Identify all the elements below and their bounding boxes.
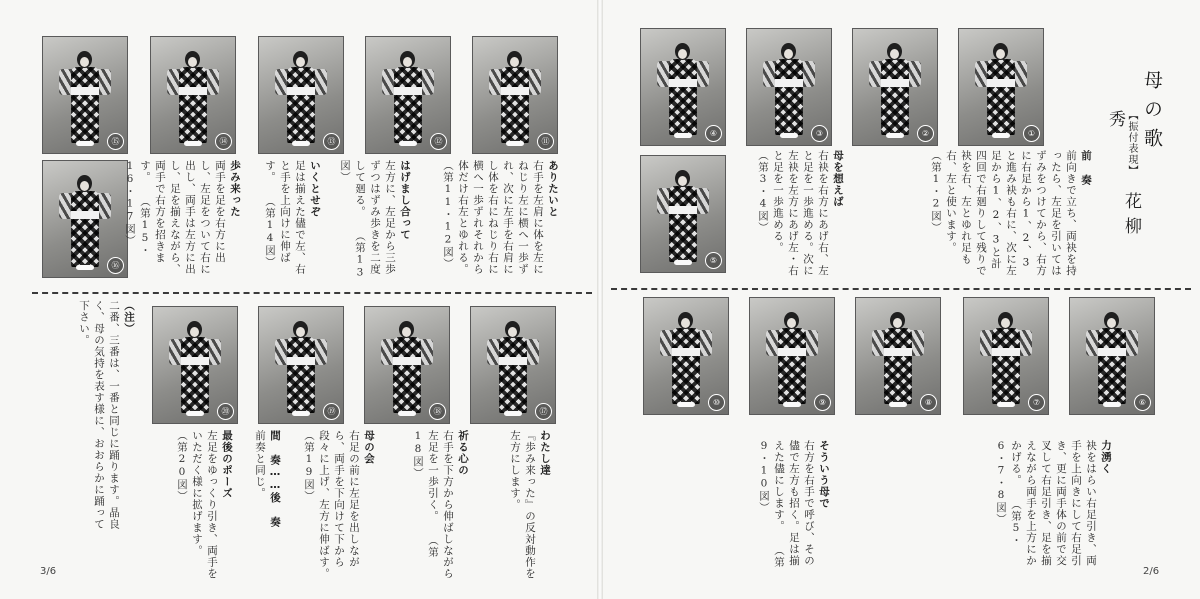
section-divider xyxy=(32,292,592,294)
dance-photo xyxy=(640,155,726,273)
section-heading: 母の会 xyxy=(363,430,375,465)
dance-photo xyxy=(852,28,938,146)
song-title: 母の歌 xyxy=(1141,70,1163,157)
section-text: 右手を下方から伸ばしながら左足を一歩引く。 xyxy=(427,430,454,580)
section-heading: いくとせぞ xyxy=(309,160,321,218)
dance-photo xyxy=(42,36,128,154)
figure-number: ⑳ xyxy=(217,403,234,420)
section-heading: ありたいと xyxy=(547,160,559,218)
figure-reference: （第20図） xyxy=(176,430,188,502)
figure-reference: （第13図） xyxy=(339,160,366,280)
section-heading: 祈る心の xyxy=(457,430,469,476)
instruction-block xyxy=(408,430,470,580)
dance-photo xyxy=(643,297,729,415)
section-heading: 母を想えば xyxy=(832,150,844,208)
section-heading: 前 奏 xyxy=(1080,150,1092,186)
credit-bracket: 【振付表現】 xyxy=(1126,110,1137,176)
section-text: 『歩み来った』の反対動作を左方にします。 xyxy=(509,430,536,580)
dance-photo xyxy=(749,297,835,415)
figure-reference: （第9・10図） xyxy=(758,440,785,568)
figure-number: ⑩ xyxy=(708,394,725,411)
figure-number: ③ xyxy=(811,125,828,142)
figure-number: ⑥ xyxy=(1134,394,1151,411)
section-text: 右手を左肩に体を左にねじり左に横へ一歩ずれ、次に左手を右肩にし体を右にねじり右に横へ一歩ずれそれから体だけ右左とゆれる。 xyxy=(457,160,544,275)
instruction-block xyxy=(250,430,282,580)
figure-number: ⑯ xyxy=(107,257,124,274)
section-heading: そういう母で xyxy=(818,440,830,509)
dance-photo xyxy=(364,306,450,424)
dance-photo xyxy=(855,297,941,415)
left-page xyxy=(0,0,597,599)
instruction-block xyxy=(873,440,1113,570)
figure-reference: （第11・12図） xyxy=(442,160,454,270)
section-text: 袂をはらい右足引き、両手を上向きにして右足引き、更に両手体の前で交叉して右足引き、足を揃えながら両手を上方にかかげる。 xyxy=(1010,440,1097,567)
section-text: 右方を右手で呼び、その儘で左方も招く。足は揃えた儘にします。 xyxy=(773,440,815,567)
instruction-block xyxy=(262,160,322,282)
note-text: 二番、三番は、一番と同じに踊ります。晶良く、母の気持を表す様に、おおらかに踊って下さい。 xyxy=(78,300,120,530)
figure-number: ⑨ xyxy=(814,394,831,411)
dance-photo xyxy=(1069,297,1155,415)
section-heading: はげまし合って xyxy=(399,160,411,241)
dance-photo xyxy=(470,306,556,424)
figure-number: ⑦ xyxy=(1028,394,1045,411)
instruction-block xyxy=(500,430,552,580)
dance-photo xyxy=(963,297,1049,415)
dance-photo xyxy=(746,28,832,146)
instruction-block xyxy=(735,150,845,280)
figure-number: ① xyxy=(1023,125,1040,142)
page-number: 3/6 xyxy=(40,566,57,577)
figure-number: ④ xyxy=(705,125,722,142)
instruction-block xyxy=(442,160,560,282)
figure-number: ⑰ xyxy=(535,403,552,420)
section-heading: 力湧く xyxy=(1100,440,1112,475)
dance-photo xyxy=(472,36,558,154)
figure-reference: （第15・16・17図） xyxy=(124,160,151,257)
figure-number: ⑪ xyxy=(537,133,554,150)
right-page xyxy=(603,0,1200,599)
figure-reference: （第3・4図） xyxy=(757,150,769,234)
dance-photo xyxy=(258,36,344,154)
section-text: 両手を足を右方に出し、左足をついて右に出し、両手は左方に出し、足を揃えながら、両手で右方を招きます。 xyxy=(139,160,226,275)
dance-photo xyxy=(150,36,236,154)
instruction-block xyxy=(721,440,831,570)
instruction-block xyxy=(339,160,412,282)
figure-number: ⑱ xyxy=(429,403,446,420)
instruction-block xyxy=(124,160,242,282)
section-text: 右袂を右方にあげ右、左と足を一歩進める。次に左袂を左方にあげ左・右と足を一歩進める。 xyxy=(772,150,829,277)
section-text: 前奏と同じ。 xyxy=(254,430,266,499)
section-heading: 歩み来った xyxy=(229,160,241,218)
section-heading: 最後のポーズ xyxy=(221,430,233,499)
figure-number: ⑧ xyxy=(920,394,937,411)
figure-number: ⑫ xyxy=(430,133,447,150)
section-text: 足は揃えた儘で左、右と手を上向けに伸ばす。 xyxy=(264,160,306,275)
instruction-block xyxy=(172,430,234,580)
dance-photo xyxy=(152,306,238,424)
note-block xyxy=(66,300,136,530)
dance-photo xyxy=(42,160,128,278)
figure-number: ⑬ xyxy=(323,133,340,150)
credit-name: 花柳 秀 xyxy=(1105,110,1141,242)
figure-number: ⑤ xyxy=(705,252,722,269)
dance-photo xyxy=(640,28,726,146)
note-label: （注） xyxy=(123,300,135,335)
section-heading: 間 奏……後 奏 xyxy=(269,430,281,528)
dance-photo xyxy=(365,36,451,154)
dance-photo xyxy=(958,28,1044,146)
figure-reference: （第18図） xyxy=(412,430,439,558)
figure-reference: （第1・2図） xyxy=(930,150,942,234)
section-heading: わたし達 xyxy=(539,430,551,476)
figure-reference: （第5・6・7・8図） xyxy=(995,440,1022,547)
section-text: 左足をゆっくり引き、両手をいただく様に拡げます。 xyxy=(191,430,218,580)
figure-reference: （第14図） xyxy=(264,196,276,268)
figure-reference: （第19図） xyxy=(303,430,315,502)
instruction-block xyxy=(873,150,1093,280)
figure-number: ② xyxy=(917,125,934,142)
dance-photo xyxy=(258,306,344,424)
figure-number: ⑲ xyxy=(323,403,340,420)
section-divider xyxy=(611,288,1191,290)
page-number: 2/6 xyxy=(1143,566,1160,577)
section-text: 左方に、左足から三歩ずつはずみ歩きを二度して廻る。 xyxy=(354,160,396,275)
instruction-block xyxy=(300,430,376,580)
section-text: 右足の前に左足を出しながら、両手を下向けて下から段々に上げ、左方に伸ばす。 xyxy=(318,430,360,580)
choreographer-credit xyxy=(1105,110,1141,280)
figure-number: ⑭ xyxy=(215,133,232,150)
figure-number: ⑮ xyxy=(107,133,124,150)
section-text: 前向きで立ち、両袂を持ったら、左足を引いてはずみをつけてから、右方に右足から1、2、3と進み袂も右に、次に左足から1、2、3と計四回で右廻りして残りで袂を右、左とゆれ足も右、左と使います。 xyxy=(945,150,1077,277)
